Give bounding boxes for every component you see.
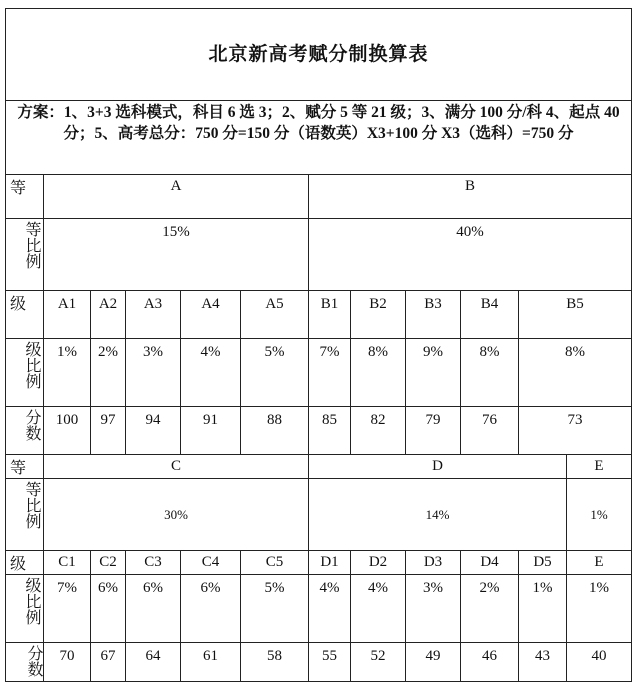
level-ratio-cell: 6% (125, 574, 180, 642)
grade-ratio-label: 等比例 (5, 478, 43, 550)
level-ratio-cell: 9% (405, 338, 460, 406)
level-cell: C3 (125, 550, 180, 574)
score-cell: 46 (460, 642, 518, 682)
grade-label: 等 (5, 454, 43, 478)
level-cell: E (566, 550, 632, 574)
table-title: 北京新高考赋分制换算表 (5, 8, 632, 100)
grade-group-b: B (308, 174, 632, 218)
score-cell: 43 (518, 642, 566, 682)
level-cell: D4 (460, 550, 518, 574)
grade-group-e: E (566, 454, 632, 478)
score-cell: 67 (90, 642, 125, 682)
level-cell: D3 (405, 550, 460, 574)
score-cell: 88 (240, 406, 308, 454)
score-label: 分数 (5, 406, 43, 454)
level-label: 级 (5, 550, 43, 574)
level-ratio-cell: 6% (180, 574, 240, 642)
conversion-table (5, 8, 632, 682)
level-cell: D5 (518, 550, 566, 574)
level-ratio-cell: 5% (240, 338, 308, 406)
score-cell: 82 (350, 406, 405, 454)
level-cell: C4 (180, 550, 240, 574)
level-ratio-cell: 1% (518, 574, 566, 642)
score-label: 分数 (5, 642, 43, 682)
level-cell: C1 (43, 550, 90, 574)
level-ratio-cell: 3% (125, 338, 180, 406)
score-cell: 76 (460, 406, 518, 454)
level-ratio-cell: 8% (460, 338, 518, 406)
grade-group-c: C (43, 454, 308, 478)
level-cell: B5 (518, 290, 632, 338)
level-ratio-cell: 1% (566, 574, 632, 642)
grade-ratio-c: 30% (43, 478, 308, 550)
level-cell: A2 (90, 290, 125, 338)
score-cell: 61 (180, 642, 240, 682)
grade-ratio-e: 1% (566, 478, 632, 550)
level-cell: A1 (43, 290, 90, 338)
level-ratio-cell: 4% (308, 574, 350, 642)
level-ratio-cell: 8% (350, 338, 405, 406)
grade-group-d: D (308, 454, 566, 478)
level-cell: D1 (308, 550, 350, 574)
level-cell: B4 (460, 290, 518, 338)
level-cell: D2 (350, 550, 405, 574)
level-ratio-cell: 3% (405, 574, 460, 642)
level-label: 级 (5, 290, 43, 338)
level-ratio-cell: 7% (308, 338, 350, 406)
score-cell: 79 (405, 406, 460, 454)
level-ratio-cell: 2% (460, 574, 518, 642)
score-cell: 97 (90, 406, 125, 454)
score-cell: 70 (43, 642, 90, 682)
scheme-description: 方案：1、3+3 选科模式，科目 6 选 3；2、赋分 5 等 21 级；3、满分 100 分/科 4、起点 40 分；5、高考总分：750 分=150 分（语数英）X3+100 分 X3（选科）=750 分 (5, 100, 632, 174)
level-ratio-cell: 1% (43, 338, 90, 406)
level-cell: A3 (125, 290, 180, 338)
level-ratio-label: 级比例 (5, 338, 43, 406)
score-cell: 85 (308, 406, 350, 454)
score-cell: 58 (240, 642, 308, 682)
level-cell: B3 (405, 290, 460, 338)
level-ratio-cell: 5% (240, 574, 308, 642)
level-ratio-cell: 2% (90, 338, 125, 406)
score-cell: 73 (518, 406, 632, 454)
score-cell: 52 (350, 642, 405, 682)
score-cell: 49 (405, 642, 460, 682)
level-ratio-cell: 6% (90, 574, 125, 642)
grade-ratio-b: 40% (308, 218, 632, 290)
level-cell: B1 (308, 290, 350, 338)
level-ratio-cell: 4% (180, 338, 240, 406)
score-cell: 55 (308, 642, 350, 682)
level-ratio-label: 级比例 (5, 574, 43, 642)
level-cell: A5 (240, 290, 308, 338)
grade-ratio-label: 等比例 (5, 218, 43, 290)
level-cell: C5 (240, 550, 308, 574)
level-ratio-cell: 4% (350, 574, 405, 642)
level-cell: B2 (350, 290, 405, 338)
level-ratio-cell: 8% (518, 338, 632, 406)
level-cell: C2 (90, 550, 125, 574)
grade-ratio-d: 14% (308, 478, 566, 550)
score-cell: 64 (125, 642, 180, 682)
grade-ratio-a: 15% (43, 218, 308, 290)
score-cell: 94 (125, 406, 180, 454)
score-cell: 91 (180, 406, 240, 454)
score-cell: 100 (43, 406, 90, 454)
level-cell: A4 (180, 290, 240, 338)
grade-label: 等 (5, 174, 43, 218)
grade-group-a: A (43, 174, 308, 218)
score-cell: 40 (566, 642, 632, 682)
level-ratio-cell: 7% (43, 574, 90, 642)
